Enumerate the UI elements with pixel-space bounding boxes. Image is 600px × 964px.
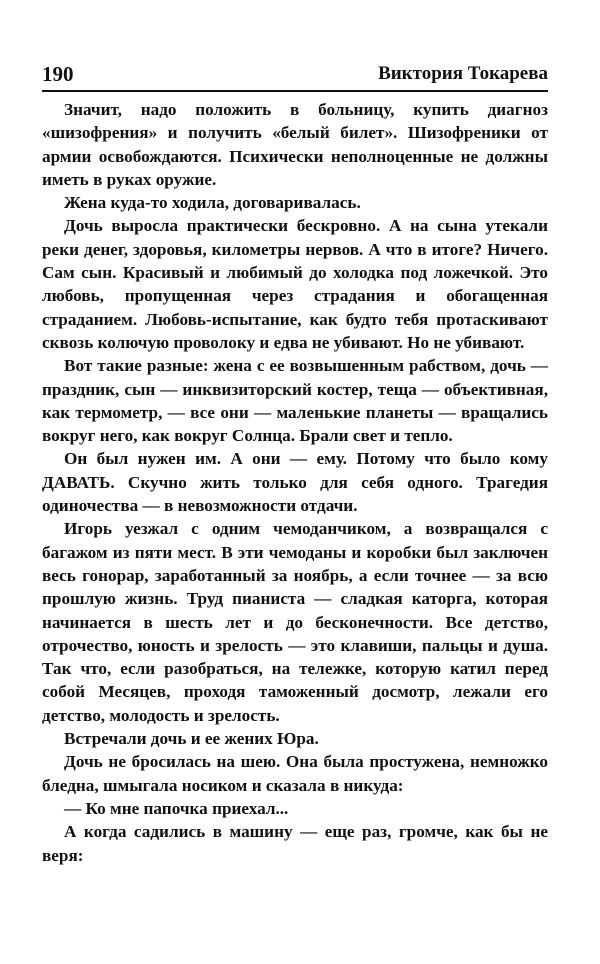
header-rule — [42, 90, 548, 92]
page-header — [42, 62, 548, 88]
running-title: Виктория Токарева — [378, 63, 548, 84]
paragraph: Дочь выросла практически бескровно. А на сына утекали реки денег, здоровья, километры нервов. А что в итоге? Ничего. Сам сын. Красивый и любимый до холодка под ложечкой. Это любовь, пропущенная через страдания и обогащенная страданием. Любовь-испытание, как будто тебя протаскивают сквозь колючую проволоку и едва не убивают. Но не убивают. — [42, 216, 548, 352]
paragraph: А когда садились в машину — еще раз, громче, как бы не веря: — [42, 822, 548, 865]
body-text — [42, 98, 548, 867]
paragraph: — Ко мне папочка приехал... — [64, 798, 289, 818]
paragraph: Жена куда-то ходила, договаривалась. — [64, 193, 361, 213]
paragraph: Он был нужен им. А они — ему. Потому что было кому ДАВАТЬ. Скучно жить только для себя одного. Трагедия одиночества — в невозможности отдачи. — [42, 449, 548, 516]
paragraph: Дочь не бросилась на шею. Она была простужена, немножко бледна, шмыгала носиком и сказала в никуда: — [42, 752, 548, 795]
page-number: 190 — [42, 62, 74, 86]
paragraph: Вот такие разные: жена с ее возвышенным рабством, дочь — праздник, сын — инквизиторский костер, теща — объективная, как термометр, — все они — маленькие планеты — вращались вокруг него, как вокруг Солнца. Брали свет и тепло. — [42, 356, 548, 446]
paragraph: Значит, надо положить в больницу, купить диагноз «шизофрения» и получить «белый билет». Шизофреники от армии освобождаются. Психически неполноценные не должны иметь в руках оружие. — [42, 100, 548, 189]
paragraph: Игорь уезжал с одним чемоданчиком, а возвращался с багажом из пяти мест. В эти чемоданы и коробки был заключен весь гонорар, заработанный за ноябрь, а если точнее — за всю прошлую жизнь. Труд пианиста — сладкая каторга, которая начинается в шесть лет и до бесконечности. Все детство, отрочество, юность и зрелость — это клавиши, пальцы и душа. Так что, если разобраться, на тележке, которую катил перед собой Месяцев, проходя таможенный досмотр, лежали его детство, молодость и зрелость. — [42, 519, 548, 725]
paragraph: Встречали дочь и ее жених Юра. — [64, 729, 319, 749]
